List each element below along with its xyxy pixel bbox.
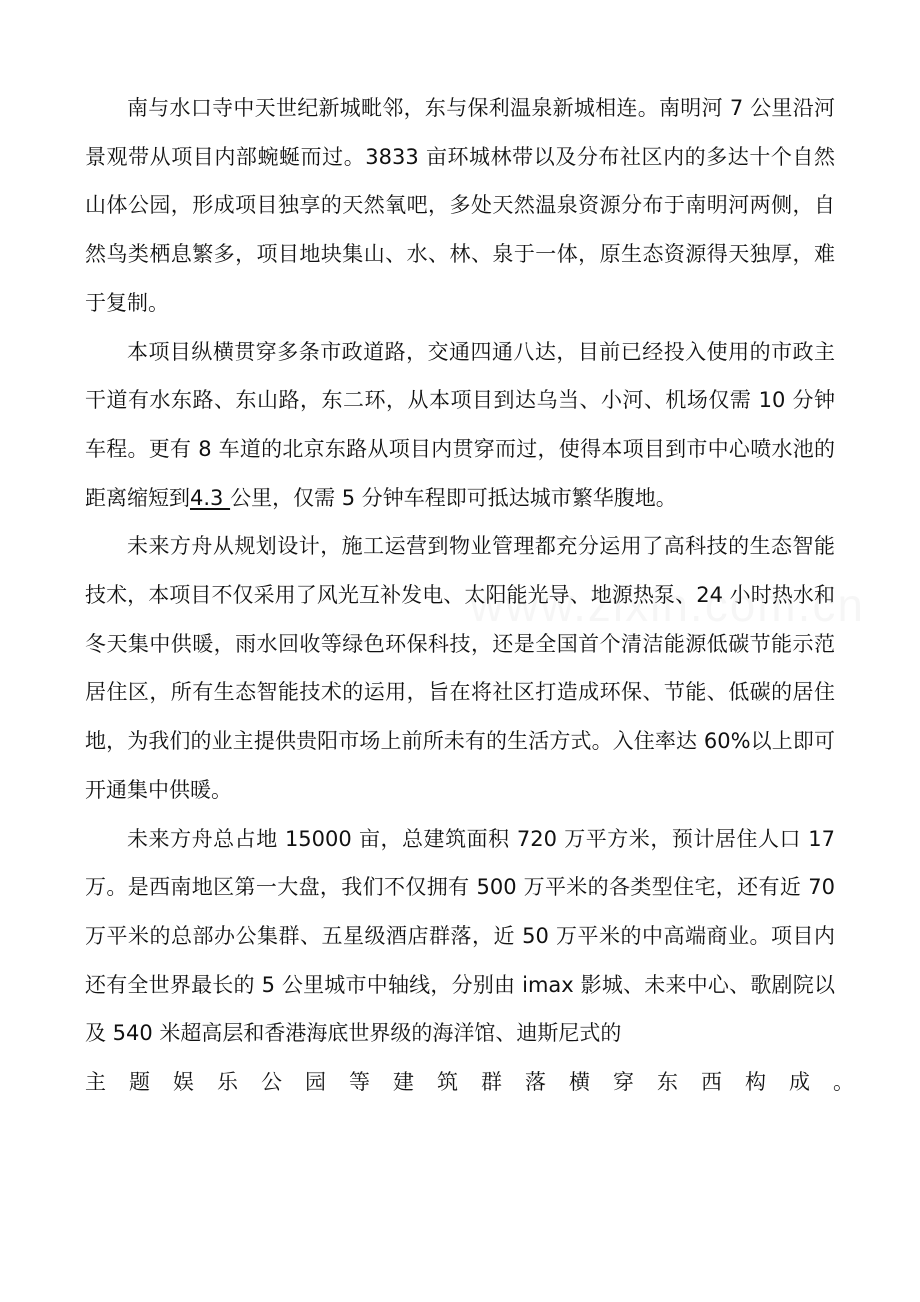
paragraph-technology: 未来方舟从规划设计，施工运营到物业管理都充分运用了高科技的生态智能技术，本项目不仅采用了风光互补发电、太阳能光导、地源热泵、24 小时热水和冬天集中供暖，雨水回收等绿色环保科技，还是全国首个清洁能源低碳节能示范居住区，所有生态智能技术的运用，旨在将社区打造成环保、节能、低碳的居住地，为我们的业主提供贵阳市场上前所未有的生活方式。入住率达 60%以上即可开通集中供暖。 bbox=[85, 534, 835, 802]
paragraph-location: 南与水口寺中天世纪新城毗邻，东与保利温泉新城相连。南明河 7 公里沿河景观带从项目内部蜿蜒而过。3833 亩环城林带以及分布社区内的多达十个自然山体公园，形成项目独享的天然氧吧，多处天然温泉资源分布于南明河两侧，自然鸟类栖息繁多，项目地块集山、水、林、泉于一体，原生态资源得天独厚，难于复制。 bbox=[85, 96, 835, 315]
paragraph-scale: 未来方舟总占地 15000 亩，总建筑面积 720 万平方米，预计居住人口 17 万。是西南地区第一大盘，我们不仅拥有 500 万平米的各类型住宅，还有近 70 万平米的总部办公集群、五星级酒店群落，近 50 万平米的中高端商业。项目内还有全世界最长的 5 公里城市中轴线，分别由 imax 影城、未来中心、歌剧院以及 540 米超高层和香港海底世界级的海洋馆、迪斯尼式的 bbox=[85, 826, 835, 1046]
paragraph-transport-text-b: 公里，仅需 5 分钟车程即可抵达城市繁华腹地。 bbox=[230, 485, 677, 510]
paragraph-scale-last-line: 主题娱乐公园等建筑群落横穿东西构成。 bbox=[85, 1070, 877, 1095]
document-body bbox=[85, 84, 877, 1107]
distance-value: 4.3 bbox=[190, 485, 231, 510]
paragraph-transport bbox=[85, 328, 835, 523]
paragraph-transport-text-a: 本项目纵横贯穿多条市政道路，交通四通八达，目前已经投入使用的市政主干道有水东路、东山路，东二环，从本项目到达乌当、小河、机场仅需 10 分钟车程。更有 8 车道的北京东路从项目内贯穿而过，使得本项目到市中心喷水池的距离缩短到 bbox=[85, 339, 835, 510]
